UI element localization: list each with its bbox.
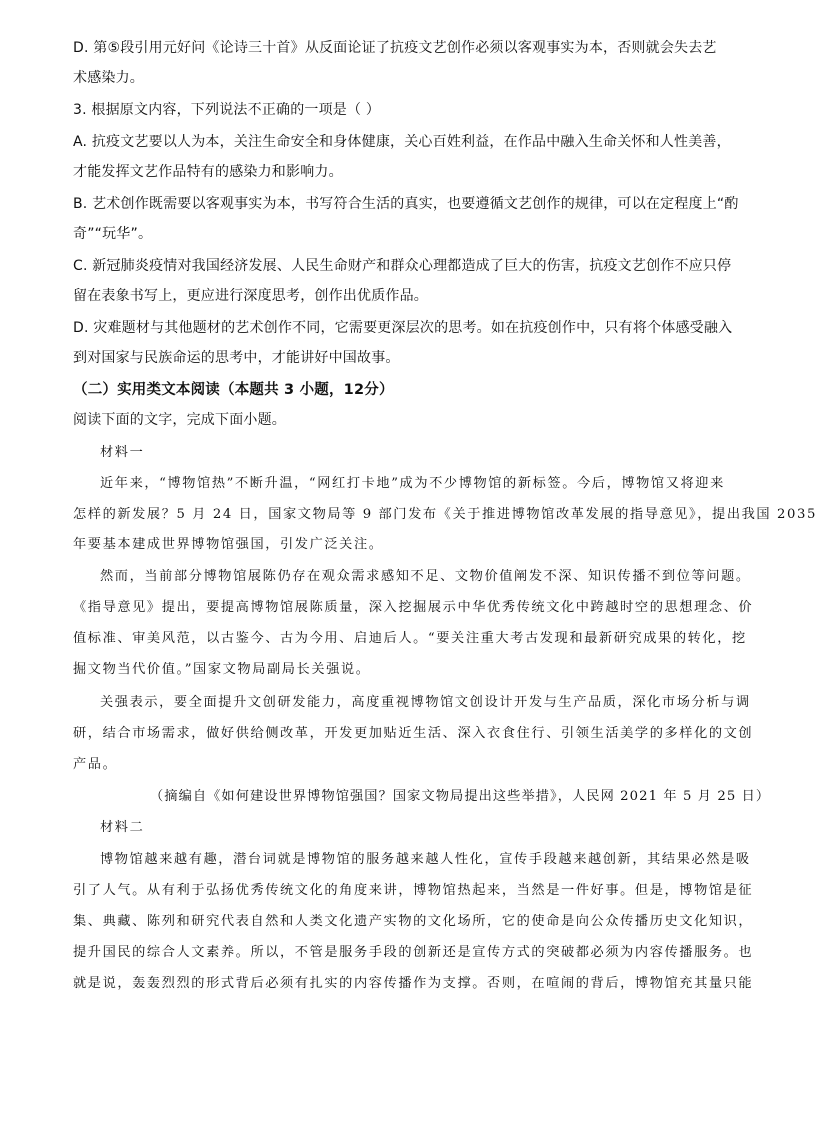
material2-label: 材料二 xyxy=(100,820,145,835)
material1-p1-line1: 近年来，“博物馆热”不断升温，“网红打卡地”成为不少博物馆的新标签。今后，博物馆又将迎来 xyxy=(100,476,725,491)
material1-p3-line1: 关强表示，要全面提升文创研发能力，高度重视博物馆文创设计开发与生产品质，深化市场分析与调 xyxy=(100,695,751,710)
q3-option-a-line2: 才能发挥文艺作品特有的感染力和影响力。 xyxy=(73,164,343,180)
material1-source: （摘编自《如何建设世界博物馆强国？国家文物局提出这些举措》，人民网 2021 年 5 月 25 日） xyxy=(150,789,771,804)
material1-label: 材料一 xyxy=(100,445,145,460)
material1-p1-line3: 年要基本建成世界博物馆强国，引发广泛关注。 xyxy=(73,537,384,552)
material2-p1-line2: 引了人气。从有利于弘扬优秀传统文化的角度来讲，博物馆热起来，当然是一件好事。但是，博物馆是征 xyxy=(73,883,754,898)
material1-p1-line2: 怎样的新发展？5 月 24 日，国家文物局等 9 部门发布《关于推进博物馆改革发展的指导意见》，提出我国 2035 xyxy=(73,507,817,522)
q3-option-c-line1: C. 新冠肺炎疫情对我国经济发展、人民生命财产和群众心理都造成了巨大的伤害，抗疫文艺创作不应只停 xyxy=(73,258,732,274)
section-instruction: 阅读下面的文字，完成下面小题。 xyxy=(73,412,286,428)
q3-option-b-line2: 奇”“玩华”。 xyxy=(73,226,153,242)
q3-option-d-line2: 到对国家与民族命运的思考中，才能讲好中国故事。 xyxy=(73,350,400,366)
material2-p1-line3: 集、典藏、陈列和研究代表自然和人类文化遗产实物的文化场所，它的使命是向公众传播历史文化知识， xyxy=(73,914,754,929)
material1-p2-line4: 掘文物当代价值。”国家文物局副局长关强说。 xyxy=(73,662,371,677)
material1-p2-line2: 《指导意见》提出，要提高博物馆展陈质量，深入挖掘展示中华优秀传统文化中跨越时空的思想理念、价 xyxy=(73,600,754,615)
material2-p1-line4: 提升国民的综合人文素养。所以，不管是服务手段的创新还是宣传方式的突破都必须为内容传播服务。也 xyxy=(73,945,754,960)
material1-p2-line1: 然而，当前部分博物馆展陈仍存在观众需求感知不足、文物价值阐发不深、知识传播不到位等问题。 xyxy=(100,569,751,584)
q2-option-d-line1: D. 第⑤段引用元好问《论诗三十首》从反面论证了抗疫文艺创作必须以客观事实为本，否则就会失去艺 xyxy=(73,40,717,56)
section-heading: （二）实用类文本阅读（本题共 3 小题，12分） xyxy=(73,382,394,398)
material1-p2-line3: 值标准、审美风范，以古鉴今、古为今用、启迪后人。“要关注重大考古发现和最新研究成果的转化，挖 xyxy=(73,631,747,646)
material1-p3-line2: 研，结合市场需求，做好供给侧改革，开发更加贴近生活、深入衣食住行、引领生活美学的多样化的文创 xyxy=(73,726,754,741)
q3-option-a-line1: A. 抗疫文艺要以人为本，关注生命安全和身体健康，关心百姓利益，在作品中融入生命关怀和人性美善， xyxy=(73,134,731,150)
q3-stem: 3. 根据原文内容，下列说法不正确的一项是（ ） xyxy=(73,102,381,118)
material2-p1-line5: 就是说，轰轰烈烈的形式背后必须有扎实的内容传播作为支撑。否则，在喧闹的背后，博物馆充其量只能 xyxy=(73,976,754,991)
material1-p3-line3: 产品。 xyxy=(73,757,118,772)
q3-option-b-line1: B. 艺术创作既需要以客观事实为本，书写符合生活的真实，也要遵循文艺创作的规律，可以在定程度上“酌 xyxy=(73,196,739,212)
q3-option-d-line1: D. 灾难题材与其他题材的艺术创作不同，它需要更深层次的思考。如在抗疫创作中，只有将个体感受融入 xyxy=(73,320,733,336)
q3-option-c-line2: 留在表象书写上，更应进行深度思考，创作出优质作品。 xyxy=(73,288,428,304)
q2-option-d-line2: 术感染力。 xyxy=(73,70,144,86)
material2-p1-line1: 博物馆越来越有趣，潜台词就是博物馆的服务越来越人性化，宣传手段越来越创新，其结果必然是吸 xyxy=(100,852,751,867)
